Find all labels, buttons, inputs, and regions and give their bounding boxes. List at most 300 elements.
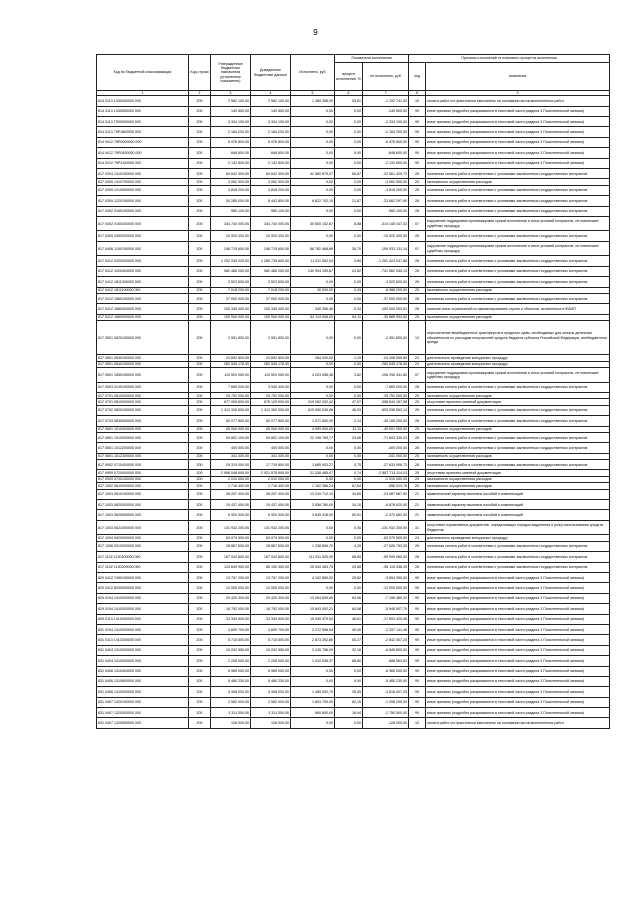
execution-percent: 0,00 — [335, 453, 363, 459]
approved-amount: 10 920 400,00 — [211, 231, 251, 241]
brought-amount: 3 940 400,00 — [251, 382, 291, 392]
reason-code: 31 — [409, 520, 426, 535]
execution-percent: 5,75 — [335, 460, 363, 470]
approved-amount: 63 079 500,00 — [211, 535, 251, 541]
executed-amount: 64 114 006,00 — [291, 314, 335, 320]
executed-amount: 1 162 386,24 — [291, 483, 335, 489]
brought-amount: 64 642 300,00 — [251, 168, 291, 178]
table-row — [97, 256, 610, 266]
brought-amount: 2 132 800,00 — [251, 158, 291, 168]
executed-amount: 1 071 600,00 — [291, 416, 335, 426]
execution-percent: 24,52 — [335, 266, 363, 276]
executed-amount: 1 519 038,37 — [291, 656, 335, 666]
brought-amount: 3 062 900,00 — [251, 179, 291, 185]
executed-amount: 319 062 432,42 — [291, 399, 335, 405]
executed-amount: 0,00 — [291, 718, 335, 728]
budget-code: 814 0113 1430400000 000 — [97, 96, 189, 106]
approved-amount: 38 207 400,00 — [211, 489, 251, 499]
execution-percent: 68,80 — [335, 656, 363, 666]
header-indicators: Показатели исполнения — [335, 55, 409, 63]
execution-percent: 0,00 — [335, 392, 363, 398]
reason-explanation: поэтапная оплата работ в соответствии с условиями заключенных государственных контрактов — [426, 405, 610, 415]
budget-code: 831 0113 1410200000 000 — [97, 635, 189, 645]
execution-percent: 47,07 — [335, 399, 363, 405]
executed-amount: 30 000,00 — [291, 287, 335, 293]
table-row — [97, 405, 610, 415]
executed-amount: 0,00 — [291, 321, 335, 355]
approved-amount: 100 345 400,00 — [211, 304, 251, 314]
table-row — [97, 718, 610, 728]
reason-explanation: поэтапная оплата работ в соответствии с условиями заключенных государственных контрактов — [426, 256, 610, 266]
line-code: 200 — [189, 697, 211, 707]
reason-code: 24 — [409, 355, 426, 361]
table-row — [97, 216, 610, 231]
budget-code: 817 0412 1811100000 000 — [97, 287, 189, 293]
line-code: 200 — [189, 266, 211, 276]
executed-amount: 25 534 463,75 — [291, 562, 335, 572]
header-line: Код строки — [189, 55, 211, 91]
line-code: 200 — [189, 483, 211, 489]
brought-amount: 2 951 800,00 — [251, 321, 291, 355]
executed-amount: 1 489 092,79 — [291, 687, 335, 697]
budget-code: 831 0407 1320300000 000 — [97, 708, 189, 718]
budget-code: 817 0309 1220100000 000 — [97, 196, 189, 206]
reason-code: 25 — [409, 399, 426, 405]
brought-amount: 7 018 200,00 — [251, 287, 291, 293]
unexecuted-amount: -2 132 800,00 — [363, 158, 409, 168]
brought-amount: 1 285 735 600,00 — [251, 256, 291, 266]
execution-percent: 2,14 — [335, 416, 363, 426]
execution-percent: 0,00 — [335, 294, 363, 304]
reason-code: 99 — [409, 614, 426, 624]
line-code: 200 — [189, 179, 211, 185]
executed-amount: 0,00 — [291, 158, 335, 168]
reason-code: 99 — [409, 116, 426, 126]
reason-code: 25 — [409, 470, 426, 476]
brought-amount: 3 818 200,00 — [251, 185, 291, 195]
line-code: 200 — [189, 453, 211, 459]
line-code: 200 — [189, 127, 211, 137]
brought-amount: 344 740 000,00 — [251, 216, 291, 231]
budget-code: 817 0412 1811300000 000 — [97, 277, 189, 287]
executed-amount: 3 849 318,00 — [291, 510, 335, 520]
budget-code: 831 0407 1320500000 000 — [97, 718, 189, 728]
brought-amount: 16 792 000,00 — [251, 604, 291, 614]
execution-percent: 0,00 — [335, 231, 363, 241]
reason-explanation: иные причины (подробно раскрываются в текстовой части раздела 3 Пояснительной записки) — [426, 676, 610, 686]
reason-code: 10 — [409, 96, 426, 106]
line-code: 200 — [189, 552, 211, 562]
executed-amount: 0,00 — [291, 453, 335, 459]
approved-amount: 2 962 000,00 — [211, 697, 251, 707]
reason-explanation: иные причины (подробно раскрываются в текстовой части раздела 3 Пояснительной записки) — [426, 572, 610, 582]
reason-code: 13 — [409, 321, 426, 355]
execution-report-table — [96, 54, 610, 729]
reason-code: 10 — [409, 718, 426, 728]
approved-amount: 341 000,00 — [211, 453, 251, 459]
approved-amount: 50 077 800,00 — [211, 416, 251, 426]
unexecuted-amount: -25 752 000,00 — [363, 392, 409, 398]
line-code: 200 — [189, 355, 211, 361]
approved-amount: 282 545 178,00 — [211, 361, 251, 367]
column-number: 9 — [426, 91, 610, 96]
header-reasons: Причины отклонений от планового процента исполнения — [409, 55, 610, 63]
reason-explanation: экономность осуществления расходов — [426, 426, 610, 432]
approved-amount: 3 311 300,00 — [211, 708, 251, 718]
budget-code: 817 0406 1240100000 000 — [97, 241, 189, 256]
reason-explanation: иные причины (подробно раскрываются в текстовой части раздела 3 Пояснительной записки) — [426, 137, 610, 147]
approved-amount: 2 998 048 600,00 — [211, 470, 251, 476]
execution-percent: 49,30 — [335, 624, 363, 634]
table-row — [97, 168, 610, 178]
table-row — [97, 96, 610, 106]
table-row — [97, 382, 610, 392]
execution-percent: 28,05 — [335, 687, 363, 697]
table-row — [97, 206, 610, 216]
table-row — [97, 510, 610, 520]
brought-amount: 2 164 200,00 — [251, 127, 291, 137]
reason-code: 28 — [409, 541, 426, 551]
budget-code: 817 0909 0720400000 000 — [97, 470, 189, 476]
brought-amount: 6 976 800,00 — [251, 137, 291, 147]
line-code: 200 — [189, 382, 211, 392]
brought-amount: 4 609 700,00 — [251, 624, 291, 634]
budget-code: 817 0501 0620100000 000 — [97, 321, 189, 355]
approved-amount: 6 965 000,00 — [211, 666, 251, 676]
brought-amount: 85 100 300,00 — [251, 562, 291, 572]
line-code: 200 — [189, 489, 211, 499]
execution-percent: 20,65 — [335, 562, 363, 572]
brought-amount: 110 520 000,00 — [251, 367, 291, 382]
table-row — [97, 277, 610, 287]
table-row — [97, 148, 610, 158]
reason-code: 24 — [409, 535, 426, 541]
brought-amount: 63 079 500,00 — [251, 535, 291, 541]
table-row — [97, 231, 610, 241]
executed-amount: 11 511 552,04 — [291, 256, 335, 266]
header-brought: Доведенные бюджетные данные — [251, 55, 291, 91]
line-code: 200 — [189, 241, 211, 256]
table-row — [97, 552, 610, 562]
brought-amount: 1 313 300 500,00 — [251, 405, 291, 415]
unexecuted-amount: -2 010 000,00 — [363, 476, 409, 482]
approved-amount: 248 715 600,00 — [211, 241, 251, 256]
unexecuted-amount: -3 334 100,00 — [363, 116, 409, 126]
budget-code: 817 0309 1210500000 000 — [97, 185, 189, 195]
executed-amount: 2 873 392,80 — [291, 635, 335, 645]
executed-amount: 0,00 — [291, 583, 335, 593]
budget-code: 831 0407 1320100000 000 — [97, 697, 189, 707]
budget-code: 817 0902 0710400000 000 — [97, 460, 189, 470]
executed-amount: 111 911 520,00 — [291, 552, 335, 562]
executed-amount: 0,00 — [291, 206, 335, 216]
reason-explanation: заявительный характер выплаты пособий и компенсаций — [426, 510, 610, 520]
reason-code: 25 — [409, 392, 426, 398]
approved-amount: 6 320 000,00 — [211, 510, 251, 520]
unexecuted-amount: -2 842 407,20 — [363, 635, 409, 645]
table-row — [97, 562, 610, 572]
line-code: 200 — [189, 399, 211, 405]
reason-explanation: иные причины (подробно раскрываются в текстовой части раздела 3 Пояснительной записки) — [426, 624, 610, 634]
executed-amount: 21 338 485,07 — [291, 470, 335, 476]
unexecuted-amount: -358 844 167,58 — [363, 399, 409, 405]
line-code: 200 — [189, 96, 211, 106]
budget-code: 817 0801 1012200000 000 — [97, 443, 189, 453]
brought-amount: 341 000,00 — [251, 453, 291, 459]
brought-amount: 28 867 600,00 — [251, 541, 291, 551]
reason-code: 99 — [409, 697, 426, 707]
approved-amount: 128 000,00 — [211, 718, 251, 728]
execution-percent: 66,65 — [335, 552, 363, 562]
brought-amount: 10 092 556,00 — [251, 645, 291, 655]
reason-code: 28 — [409, 382, 426, 392]
approved-amount: 2 164 200,00 — [211, 127, 251, 137]
table-row — [97, 593, 610, 603]
reason-code: 25 — [409, 476, 426, 482]
reason-code: 25 — [409, 426, 426, 432]
budget-code: 814 0113 7300000000 000 — [97, 116, 189, 126]
budget-code: 817 1003 0610100000 000 — [97, 489, 189, 499]
reason-code: 07 — [409, 367, 426, 382]
header-executed: Исполнено, руб — [291, 55, 335, 91]
budget-code: 831 0406 1410300000 000 — [97, 687, 189, 697]
table-row — [97, 489, 610, 499]
unexecuted-amount: -3 818 907,25 — [363, 687, 409, 697]
budget-code: 817 0501 1550100000 000 — [97, 367, 189, 382]
brought-amount: 93 802 100,00 — [251, 432, 291, 442]
approved-amount: 677 906 800,00 — [211, 399, 251, 405]
reason-code: 28 — [409, 432, 426, 442]
brought-amount: 982 466 200,00 — [251, 266, 291, 276]
table-row — [97, 185, 610, 195]
budget-code: 817 0909 0730100000 000 — [97, 476, 189, 482]
budget-code: 817 0402 0150100000 000 — [97, 206, 189, 216]
reason-explanation: длительность проведения конкурсных процедур — [426, 355, 610, 361]
execution-percent: 0,00 — [335, 535, 363, 541]
budget-code: 817 0412 1860900000 000 — [97, 314, 189, 320]
approved-amount: 7 018 200,00 — [211, 287, 251, 293]
brought-amount: 12 000 000,00 — [251, 583, 291, 593]
column-number: 1 — [97, 91, 189, 96]
budget-code: 817 0405 2050200000 000 — [97, 231, 189, 241]
reason-explanation: поэтапная оплата работ в соответствии с условиями заключенных государственных контрактов — [426, 416, 610, 426]
reason-code: 99 — [409, 708, 426, 718]
reason-explanation: нарушение подрядными организациями сроков исполнения и иных условий контрактов, не повлекшее судебных процедур — [426, 241, 610, 256]
approved-amount: 16 792 000,00 — [211, 604, 251, 614]
approved-amount: 123 649 900,00 — [211, 562, 251, 572]
brought-amount: 3 334 100,00 — [251, 116, 291, 126]
column-number: 4 — [251, 91, 291, 96]
line-code: 200 — [189, 361, 211, 367]
header-approved: Утвержденные бюджетные назначения (уточненные показатели) — [211, 55, 251, 91]
unexecuted-amount: -106 296 441,60 — [363, 367, 409, 382]
execution-report-table-container — [96, 54, 609, 729]
brought-amount: 5 480 230,00 — [251, 676, 291, 686]
brought-amount: 2 962 000,00 — [251, 697, 291, 707]
line-code: 200 — [189, 137, 211, 147]
unexecuted-amount: -12 000 000,00 — [363, 583, 409, 593]
execution-percent: 65,87 — [335, 168, 363, 178]
executed-amount: 4 102 850,00 — [291, 572, 335, 582]
brought-amount: 3 311 300,00 — [251, 708, 291, 718]
line-code: 200 — [189, 256, 211, 266]
brought-amount: 3 522 600,00 — [251, 277, 291, 287]
execution-percent: 0,00 — [335, 127, 363, 137]
budget-code: 829 0104 1410300000 000 — [97, 604, 189, 614]
budget-code: 817 0304 1410100000 000 — [97, 168, 189, 178]
reason-explanation: иные причины (подробно раскрываются в текстовой части раздела 3 Пояснительной записки) — [426, 583, 610, 593]
table-row — [97, 460, 610, 470]
executed-amount: 30 600 152,67 — [291, 216, 335, 231]
executed-amount: 4 999 000,00 — [291, 426, 335, 432]
line-code: 200 — [189, 593, 211, 603]
line-code: 200 — [189, 294, 211, 304]
executed-amount: 42 580 879,27 — [291, 168, 335, 178]
budget-code: 817 0701 0810200000 000 — [97, 392, 189, 398]
brought-amount: 6 965 000,00 — [251, 666, 291, 676]
reason-explanation: нарушение подрядными организациями сроков исполнения и иных условий контрактов, не повлекшее судебных процедур — [426, 367, 610, 382]
budget-code: 831 0404 1310300000 000 — [97, 645, 189, 655]
unexecuted-amount: -10 920 400,00 — [363, 231, 409, 241]
budget-code: 817 0701 0810300000 000 — [97, 399, 189, 405]
executed-amount: 0,00 — [291, 535, 335, 541]
table-row — [97, 416, 610, 426]
executed-amount: 15 540 479,54 — [291, 614, 335, 624]
table-row — [97, 294, 610, 304]
unexecuted-amount: -980 100,00 — [363, 206, 409, 216]
executed-amount: 619 390 036,86 — [291, 405, 335, 415]
line-code: 200 — [189, 148, 211, 158]
line-code: 200 — [189, 476, 211, 482]
budget-code: 817 0503 0140100000 000 — [97, 382, 189, 392]
line-code: 200 — [189, 287, 211, 293]
execution-percent: 0,00 — [335, 476, 363, 482]
brought-amount: 17 719 800,00 — [251, 460, 291, 470]
reason-code: 28 — [409, 552, 426, 562]
reason-explanation: иные причины (подробно раскрываются в текстовой части раздела 3 Пояснительной записки) — [426, 635, 610, 645]
executed-amount: 240 904 159,87 — [291, 266, 335, 276]
reason-explanation: иные причины (подробно раскрываются в текстовой части раздела 3 Пояснительной записки) — [426, 645, 610, 655]
executed-amount: 0,00 — [291, 179, 335, 185]
brought-amount: 10 920 400,00 — [251, 231, 291, 241]
unexecuted-amount: -5 948 507,79 — [363, 604, 409, 614]
line-code: 200 — [189, 635, 211, 645]
line-code: 200 — [189, 216, 211, 231]
unexecuted-amount: -693 936 563,14 — [363, 405, 409, 415]
brought-amount: 45 000 000,00 — [251, 426, 291, 432]
reason-code: 28 — [409, 256, 426, 266]
execution-percent: 0,00 — [335, 185, 363, 195]
line-code: 200 — [189, 645, 211, 655]
budget-code: 831 0104 1410300000 000 — [97, 624, 189, 634]
reason-explanation: поэтапная оплата работ в соответствии с условиями заключенных государственных контрактов — [426, 460, 610, 470]
approved-amount: 10 437 400,00 — [211, 500, 251, 510]
executed-amount: 3 245 756,00 — [291, 645, 335, 655]
executed-amount: 2 272 558,54 — [291, 624, 335, 634]
reason-explanation: поэтапная оплата работ в соответствии с условиями заключенных государственных контрактов — [426, 552, 610, 562]
reason-code: 07 — [409, 241, 426, 256]
unexecuted-amount: -1 281 424 047,86 — [363, 256, 409, 266]
table-row — [97, 583, 610, 593]
reason-code: 21 — [409, 489, 426, 499]
table-row — [97, 656, 610, 666]
brought-amount: 248 715 600,00 — [251, 241, 291, 256]
executed-amount: 0,00 — [291, 666, 335, 676]
brought-amount: 675 129 900,00 — [251, 399, 291, 405]
brought-amount: 100 345 400,00 — [251, 304, 291, 314]
budget-code: 814 0113 1430500000 000 — [97, 106, 189, 116]
budget-code: 817 1004 0620900000 000 — [97, 535, 189, 541]
unexecuted-amount: -2 337 141,46 — [363, 624, 409, 634]
table-row — [97, 624, 610, 634]
reason-explanation: поэтапная оплата работ в соответствии с условиями заключенных государственных контрактов — [426, 294, 610, 304]
reason-code: 28 — [409, 416, 426, 426]
brought-amount: 848 600,00 — [251, 148, 291, 158]
reason-explanation: поэтапная оплата работ в соответствии с условиями заключенных государственных контрактов — [426, 562, 610, 572]
unexecuted-amount: -49 106 200,00 — [363, 416, 409, 426]
brought-amount: 13 757 200,00 — [251, 572, 291, 582]
reason-code: 25 — [409, 453, 426, 459]
executed-amount: 0,00 — [291, 148, 335, 158]
budget-code: 817 1102 1130200000 000 — [97, 562, 189, 572]
reason-code: 25 — [409, 314, 426, 320]
execution-percent: 62,15 — [335, 697, 363, 707]
executed-amount: 0,00 — [291, 476, 335, 482]
table-row — [97, 666, 610, 676]
line-code: 200 — [189, 470, 211, 476]
brought-amount: 980 100,00 — [251, 206, 291, 216]
table-row — [97, 241, 610, 256]
line-code: 200 — [189, 656, 211, 666]
reason-explanation: экономность осуществления расходов — [426, 392, 610, 398]
approved-amount: 6 976 800,00 — [211, 137, 251, 147]
reason-explanation: отсутствие проектно-сметной документации — [426, 470, 610, 476]
reason-explanation: иные причины (подробно раскрываются в текстовой части раздела 3 Пояснительной записки) — [426, 116, 610, 126]
budget-code: 817 0412 1020400000 000 — [97, 266, 189, 276]
approved-amount: 1 718 400,00 — [211, 483, 251, 489]
unexecuted-amount: -2 951 800,00 — [363, 321, 409, 355]
reason-code: 28 — [409, 231, 426, 241]
reason-explanation: иные причины (подробно раскрываются в текстовой части раздела 3 Пояснительной записки) — [426, 687, 610, 697]
reason-code: 26 — [409, 304, 426, 314]
line-code: 200 — [189, 541, 211, 551]
unexecuted-amount: -5 480 230,00 — [363, 676, 409, 686]
reason-explanation: экономность осуществления расходов — [426, 476, 610, 482]
brought-amount: 38 207 400,00 — [251, 489, 291, 499]
budget-code: 831 0406 1310400000 000 — [97, 666, 189, 676]
line-code: 200 — [189, 624, 211, 634]
reason-code: 99 — [409, 624, 426, 634]
reason-explanation: иные причины (подробно раскрываются в текстовой части раздела 3 Пояснительной записки) — [426, 604, 610, 614]
execution-percent: 16,94 — [335, 708, 363, 718]
approved-amount: 25 752 000,00 — [211, 392, 251, 398]
reason-explanation: иные причины (подробно раскрываются в текстовой части раздела 3 Пояснительной записки) — [426, 666, 610, 676]
reason-code: 25 — [409, 483, 426, 489]
line-code: 200 — [189, 321, 211, 355]
reason-explanation: поэтапная оплата работ в соответствии с условиями заключенных государственных контрактов — [426, 382, 610, 392]
header-code: Код по бюджетной классификации — [97, 55, 189, 91]
execution-percent: 11,11 — [335, 426, 363, 432]
table-row — [97, 158, 610, 168]
line-code: 200 — [189, 185, 211, 195]
unexecuted-amount: -2 887 713 114,03 — [363, 470, 409, 476]
budget-code: 817 0801 1010300000 000 — [97, 432, 189, 442]
reason-code: 99 — [409, 148, 426, 158]
reason-explanation: наличие иных ограничений по финансированию строек и объектов, включенных в ФАИП — [426, 304, 610, 314]
budget-code: 817 0702 0820100000 000 — [97, 405, 189, 415]
executed-amount: 22 198 769,77 — [291, 432, 335, 442]
brought-amount: 167 910 600,00 — [251, 552, 291, 562]
